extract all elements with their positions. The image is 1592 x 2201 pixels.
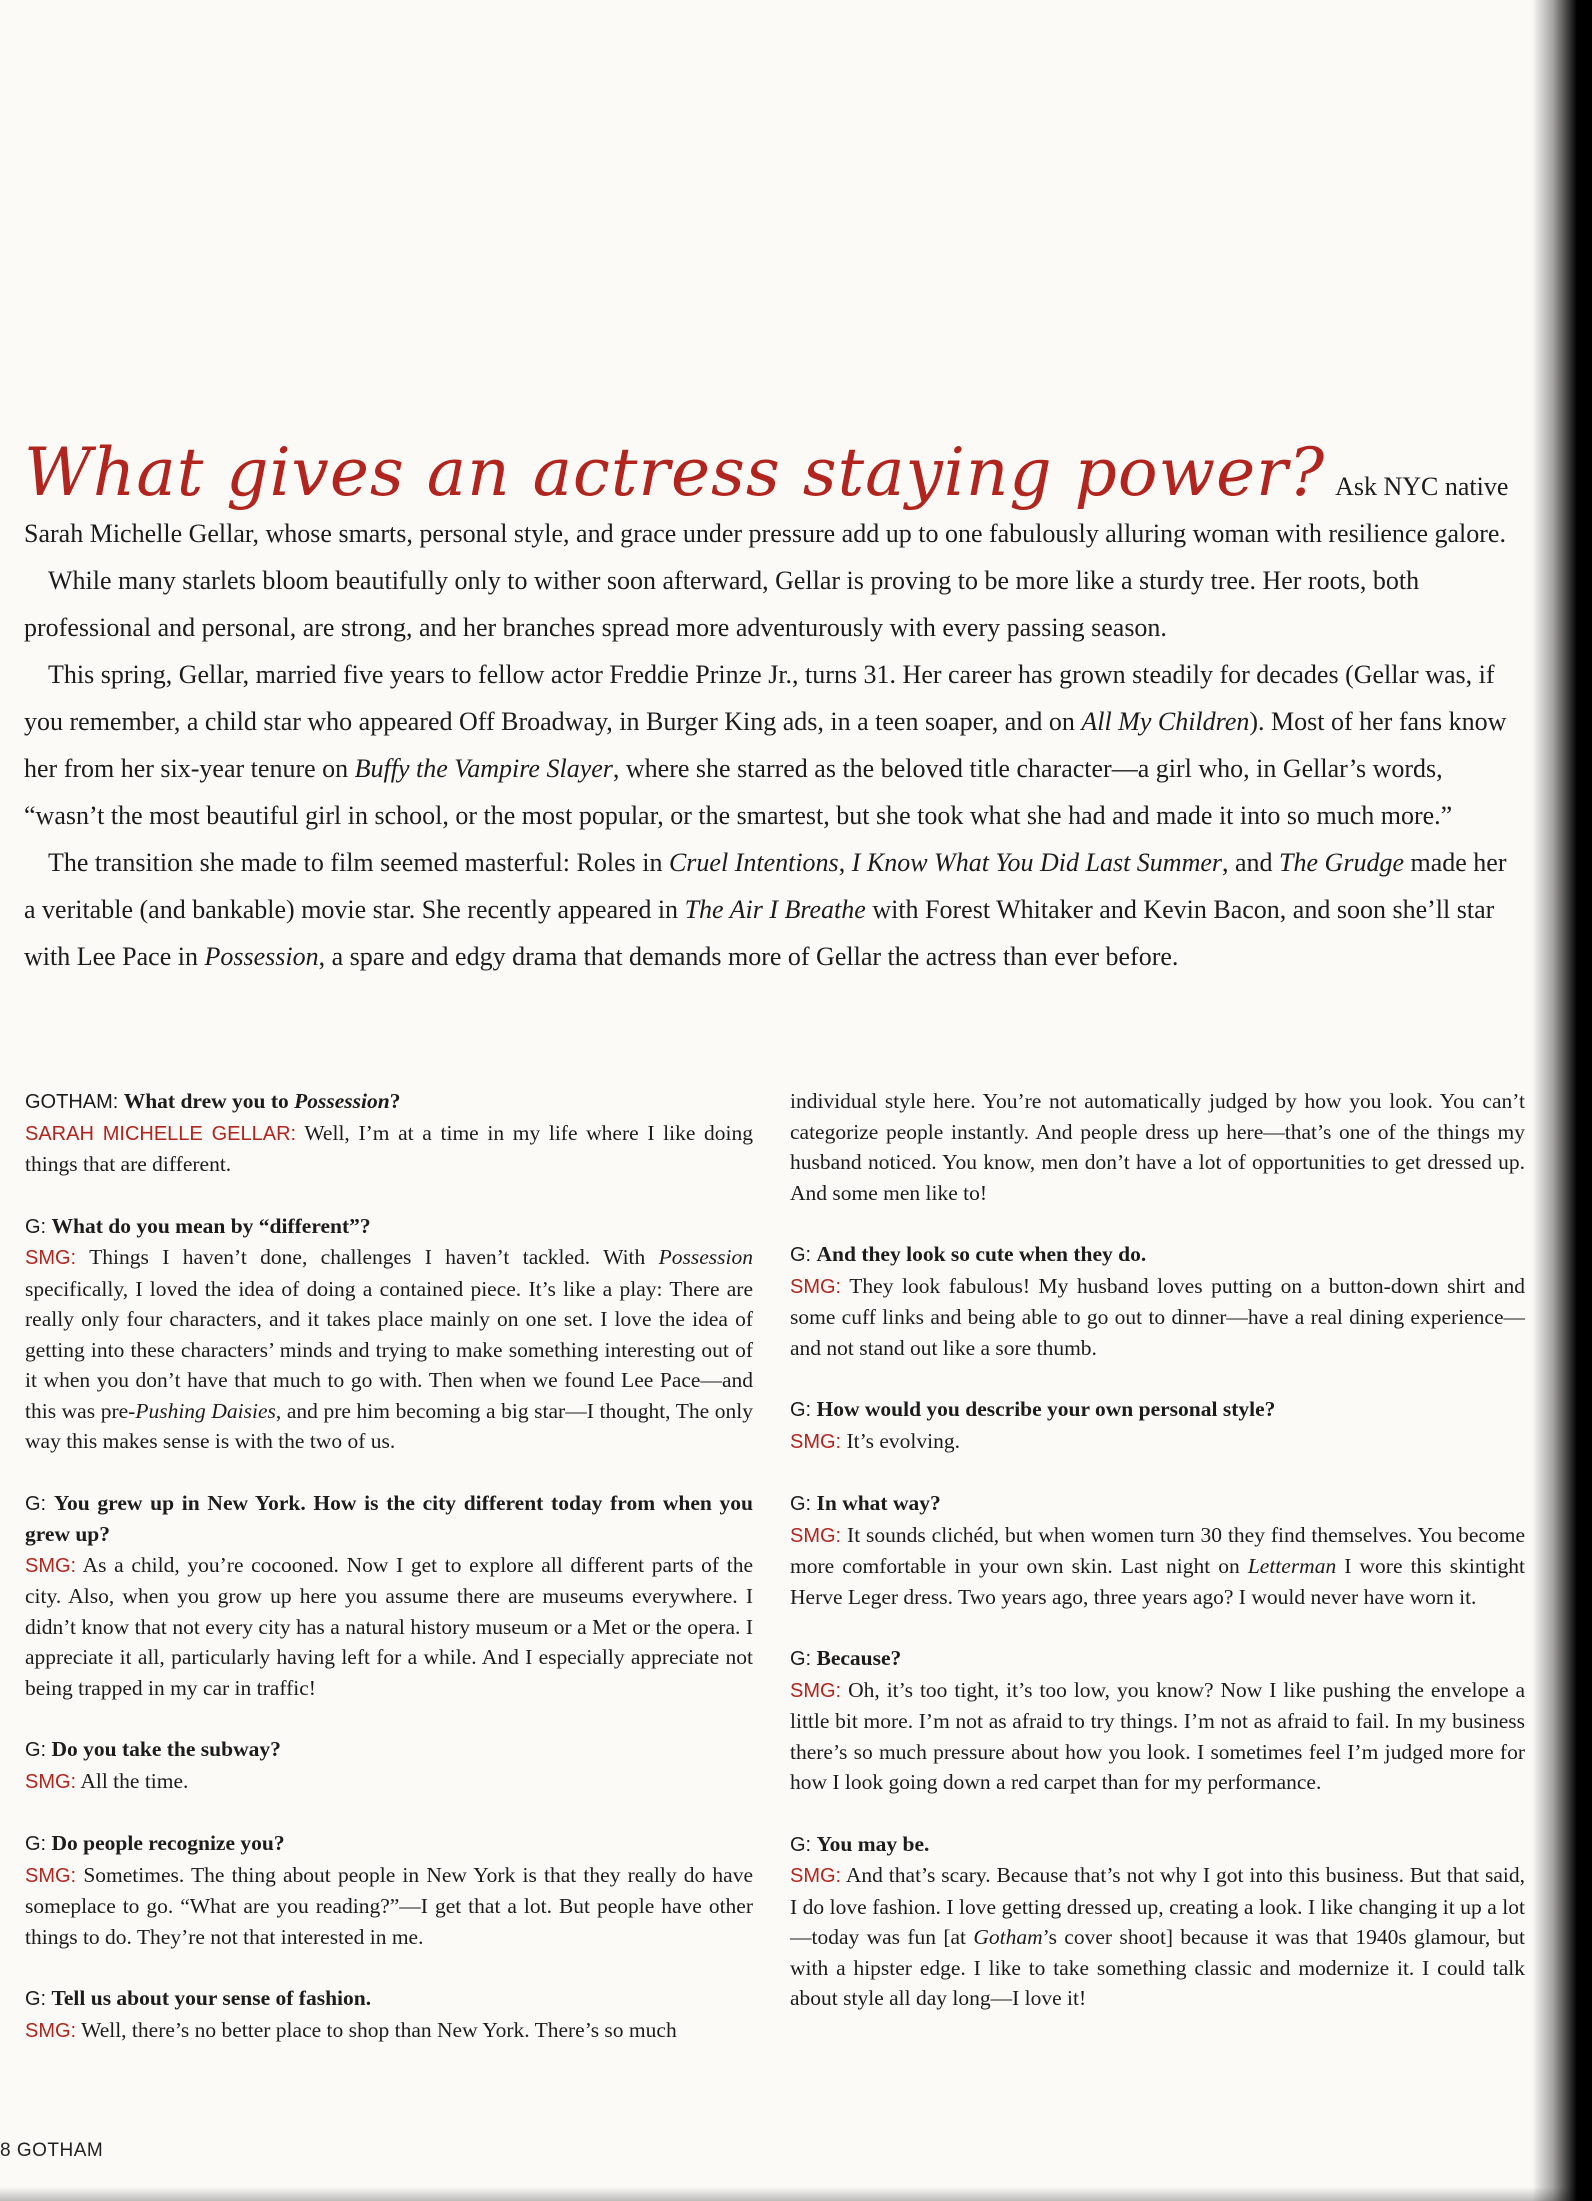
- intro-lead-paragraph: [24, 434, 1512, 557]
- page-binding-shadow: [1532, 0, 1592, 2201]
- qa-block: [790, 1829, 1525, 2014]
- intro-paragraph-3: This spring, Gellar, married five years to fellow actor Freddie Prinze Jr., turns 31. Her career has grown steadily for decades (Gellar was, if you remember, a child star who appeared Off Broadway, in Burger King ads, in a teen soaper, and on All My Children). Most of her fans know her from her six-year tenure on Buffy the Vampire Slayer, where she starred as the beloved title character—a girl who, in Gellar’s words, “wasn’t the most beautiful girl in school, or the most popular, or the smartest, but she took what she had and made it into so much more.”: [24, 660, 1507, 830]
- headline: What gives an actress staying power?: [24, 434, 1326, 511]
- intro-paragraph-2: While many starlets bloom beautifully only to wither soon afterward, Gellar is proving to be more like a sturdy tree. Her roots, both professional and personal, are strong, and her branches spread more adventurously with every passing season.: [24, 566, 1420, 642]
- qa-block: [25, 1488, 753, 1704]
- answer: SMG: Sometimes. The thing about people in New York is that they really do have someplace to go. “What are you reading?”—I get that a lot. But people have other things to do. They’re not that interested in me.: [25, 1862, 754, 1949]
- question: G: Do people recognize you?: [25, 1831, 285, 1855]
- interview-column-left: [25, 1086, 753, 2077]
- question: G: Tell us about your sense of fashion.: [25, 1986, 372, 2010]
- article-intro: [24, 434, 1512, 980]
- answer: SMG: Oh, it’s too tight, it’s too low, you know? Now I like pushing the envelope a little bit more. I’m not as afraid to try things. I’m not as afraid to fail. In my business there’s so much pressure about how you look. I sometimes feel I’m judged more for how I look going down a red carpet than for my performance.: [790, 1677, 1525, 1794]
- page-bottom-edge: [0, 2187, 1592, 2201]
- question: G: And they look so cute when they do.: [790, 1242, 1147, 1266]
- answer-continued: individual style here. You’re not automatically judged by how you look. You can’t categorize people instantly. And people dress up here—that’s one of the things my husband noticed. You know, men don’t have a lot of opportunities to get dressed up. And some men like to!: [790, 1089, 1525, 1205]
- question: G: In what way?: [790, 1491, 941, 1515]
- answer: SARAH MICHELLE GELLAR: Well, I’m at a time in my life where I like doing things that are different.: [25, 1120, 753, 1176]
- answer: SMG: It’s evolving.: [790, 1428, 960, 1453]
- answer: SMG: It sounds clichéd, but when women turn 30 they find themselves. You become more comfortable in your own skin. Last night on Letterman I wore this skintight Herve Leger dress. Two years ago, three years ago? I would never have worn it.: [790, 1522, 1526, 1609]
- question: G: You may be.: [790, 1831, 930, 1856]
- qa-block: [790, 1488, 1525, 1612]
- answer: SMG: They look fabulous! My husband loves putting on a button-down shirt and some cuff links and being able to go out to dinner—have a real dining experience—and not stand out like a sore thumb.: [790, 1273, 1525, 1360]
- question: GOTHAM: What drew you to Possession?: [25, 1089, 401, 1113]
- qa-block: [25, 1086, 753, 1180]
- answer: SMG: Well, there’s no better place to shop than New York. There’s so much: [25, 2017, 677, 2042]
- intro-paragraph-4: The transition she made to film seemed masterful: Roles in Cruel Intentions, I Know What You Did Last Summer, and The Grudge made her a veritable (and bankable) movie star. She recently appeared in The Air I Breathe with Forest Whitaker and Kevin Bacon, and soon she’ll star with Lee Pace in Possession, a spare and edgy drama that demands more of Gellar the actress than ever before.: [24, 848, 1507, 971]
- question: G: Because?: [790, 1646, 902, 1670]
- page-folio: 8 GOTHAM: [0, 2140, 104, 2161]
- question: G: Do you take the subway?: [25, 1737, 281, 1761]
- answer: SMG: As a child, you’re cocooned. Now I get to explore all different parts of the city. Also, when you grow up here you assume there are museums everywhere. I didn’t know that not every city has a natural history museum or a Met or the opera. I appreciate it all, particularly having left for a while. And I especially appreciate not being trapped in my car in traffic!: [25, 1552, 753, 1700]
- qa-block: [25, 1211, 753, 1457]
- answer: SMG: And that’s scary. Because that’s not why I got into this business. But that said, I do love fashion. I love getting dressed up, creating a look. I like changing it up a lot—today was fun [at Gotham’s cover shoot] because it was that 1940s glamour, but with a hipster edge. I like to take something classic and modernize it. I could talk about style all day long—I love it!: [790, 1863, 1525, 2010]
- question: G: What do you mean by “different”?: [25, 1213, 371, 1238]
- qa-block: [25, 1983, 753, 2046]
- qa-block: [790, 1086, 1525, 1208]
- answer: SMG: Things I haven’t done, challenges I haven’t tackled. With Possession specifically, I loved the idea of doing a contained piece. It’s like a play: There are really only four characters, and it takes place mainly on one set. I love the idea of getting into these characters’ minds and trying to make something interesting out of it when you don’t have that much to go with. Then when we found Lee Pace—and this was pre-Pushing Daisies, and pre him becoming a big star—I thought, The only way this makes sense is with the two of us.: [25, 1245, 754, 1453]
- answer: SMG: All the time.: [25, 1768, 189, 1793]
- interview-column-right: [790, 1086, 1525, 2045]
- qa-block: [790, 1394, 1525, 1457]
- qa-block: [25, 1734, 753, 1797]
- qa-block: [790, 1239, 1525, 1363]
- intro-lead-text: Ask NYC native Sarah Michelle Gellar, whose smarts, personal style, and grace under pressure add up to one fabulously alluring woman with resilience galore.: [24, 472, 1509, 548]
- question: G: How would you describe your own personal style?: [790, 1397, 1276, 1421]
- qa-block: [790, 1643, 1525, 1798]
- qa-block: [25, 1828, 753, 1952]
- question: G: You grew up in New York. How is the city different today from when you grew up?: [25, 1490, 754, 1546]
